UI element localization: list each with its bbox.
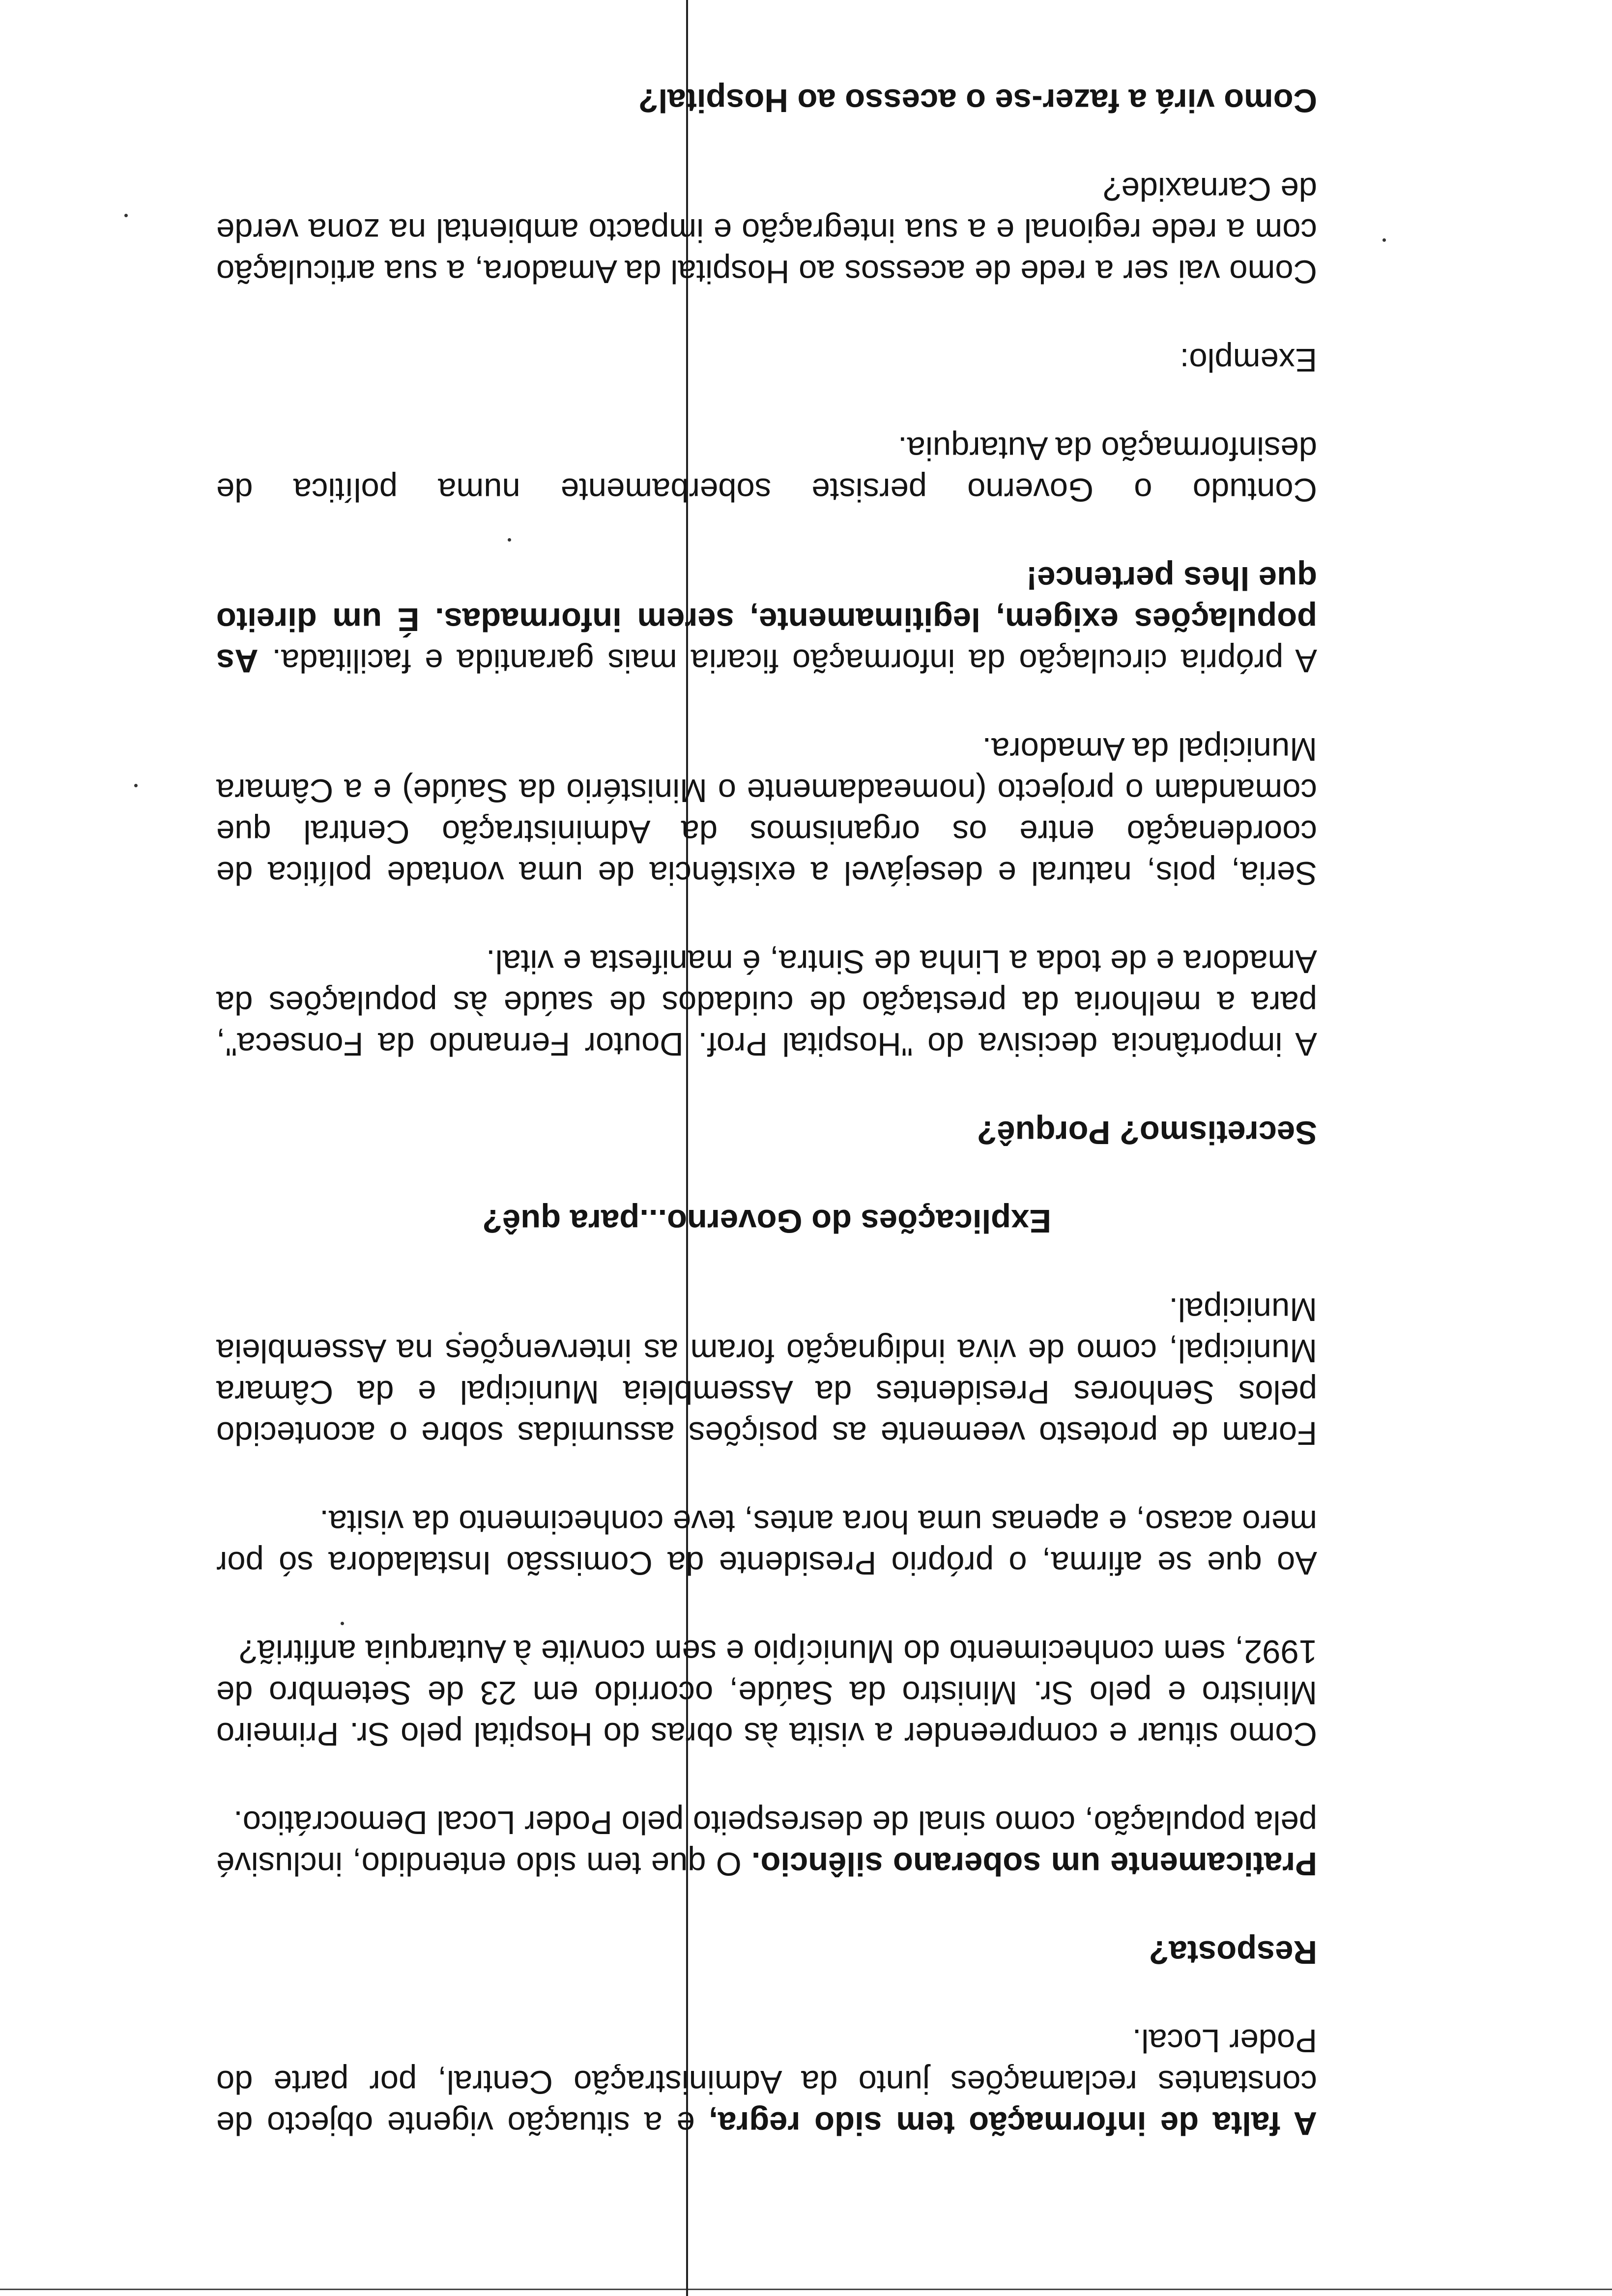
- paragraph-1-lead: A falta de informação tem sido regra,: [709, 2105, 1317, 2142]
- heading-resposta: Resposta?: [1149, 1934, 1317, 1971]
- scan-speck: [124, 214, 128, 217]
- paragraph-10: Exemplo:: [1180, 342, 1317, 378]
- paragraph-1-text: e a situação vigente objecto de constantes reclamações junto da Administração Central, por parte do Poder Local.: [216, 2022, 1317, 2142]
- paragraph-7: Seria, pois, natural e desejável a existência de uma vontade política de coordenação entre os organismos da Administração Central que comandam o projecto (nomeadamente o Ministério da Saúde) e a Câmara Municipal da Amadora.: [216, 731, 1317, 891]
- scan-edge-line: [0, 2289, 1612, 2290]
- paragraph-2-lead: Praticamente um soberano silêncio.: [751, 1845, 1317, 1882]
- heading-explicacoes: Explicações do Governo...para quê?: [482, 1203, 1051, 1239]
- paragraph-8: [216, 557, 1317, 681]
- paragraph-9: Contudo o Governo persiste soberbamente numa política de desinformação da Autarquia.: [216, 430, 1317, 508]
- scan-speck: [1382, 238, 1386, 242]
- paragraph-1: [216, 2020, 1317, 2144]
- paragraph-2: [216, 1802, 1317, 1884]
- scan-speck: [134, 784, 138, 787]
- paragraph-4: Ao que se afirma, o próprio Presidente da Comissão Instaladora só por mero acaso, e apenas uma hora antes, teve conhecimento da visita.: [216, 1503, 1317, 1581]
- heading-secretismo: Secretismo? Porquê?: [977, 1114, 1317, 1151]
- paragraph-3: Como situar e compreender a visita às obras do Hospital pelo Sr. Primeiro Ministro e pelo Sr. Ministro da Saúde, ocorrido em 23 de Setembro de 1992, sem conhecimento do Município e sem convite à Autarquia anfitriã?: [216, 1633, 1317, 1752]
- paragraph-8-text: A própria circulação da informação ficaria mais garantida e facilitada.: [258, 642, 1317, 679]
- heading-acesso: Como virá a fazer-se o acesso ao Hospital?: [638, 82, 1317, 119]
- paragraph-8-tail: As populações exigem, legitimamente, serem informadas. É um direito que lhes pertence!: [216, 560, 1317, 679]
- paragraph-2-text: O que tem sido entendido, inclusivé pela população, como sinal de desrespeito pelo Poder Local Democrático.: [216, 1804, 1317, 1882]
- document-body: [216, 32, 1317, 2144]
- paragraph-11: Como vai ser a rede de acessos ao Hospital da Amadora, a sua articulação com a rede regional e a sua integração e impacto ambiental na zona verde de Carnaxide?: [216, 171, 1317, 290]
- paragraph-6: A importância decisiva do "Hospital Prof. Doutor Fernando da Fonseca", para a melhoria da prestação de cuidados de saúde às populações da Amadora e de toda a Linha de Sintra, é manifesta e vital.: [216, 943, 1317, 1062]
- paragraph-5: Foram de protesto veemente as posições assumidas sobre o acontecido pelos Senhores Presidentes da Assembleia Municipal e da Câmara Municipal, como de viva indignação foram as intervenções na Assembleia Municipal.: [216, 1291, 1317, 1452]
